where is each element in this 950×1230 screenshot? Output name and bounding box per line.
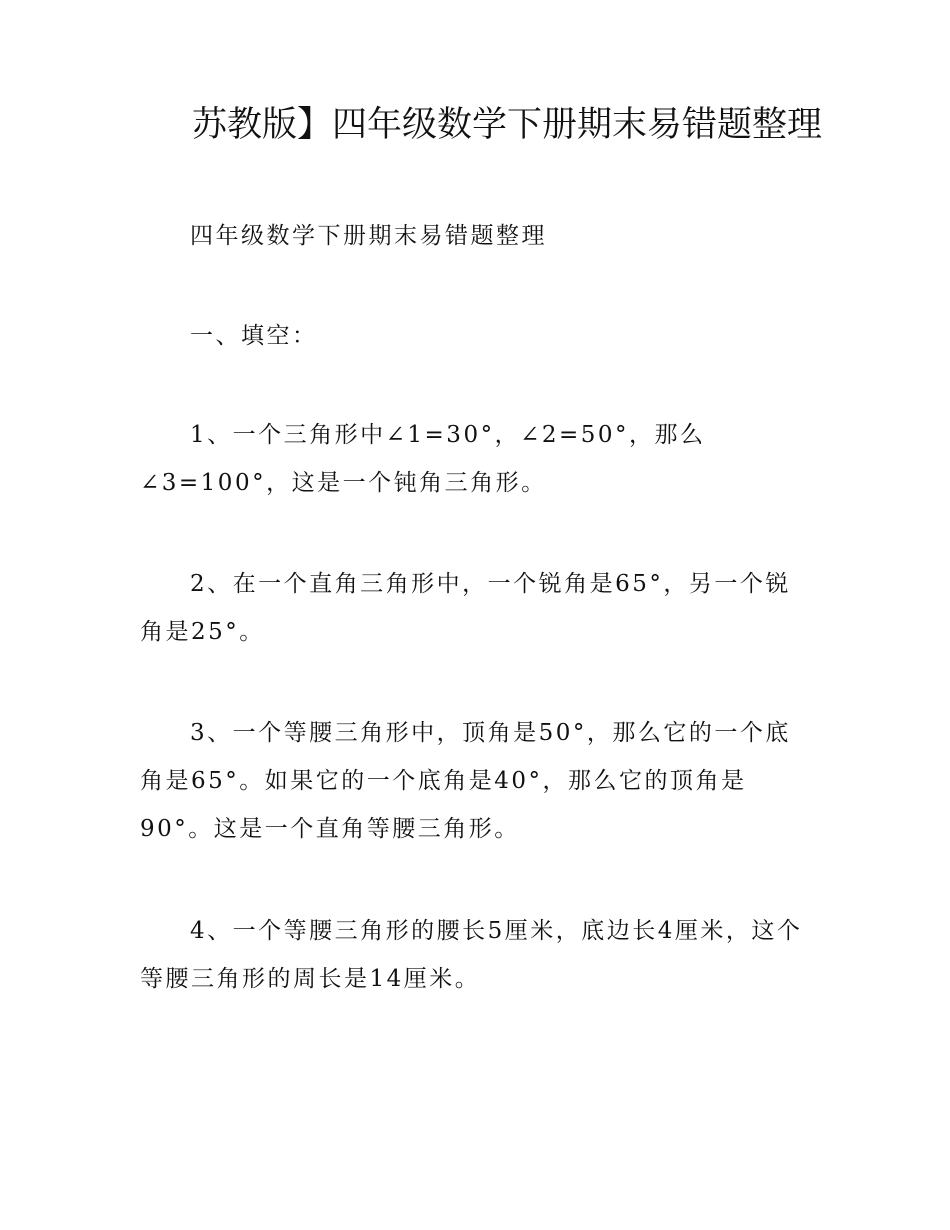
document-title: 苏教版】四年级数学下册期末易错题整理 (192, 105, 823, 145)
question-2: 2、在一个直角三角形中，一个锐角是65°，另一个锐角是25°。 (140, 571, 791, 645)
document-subtitle: 四年级数学下册期末易错题整理 (190, 223, 547, 249)
question-4: 4、一个等腰三角形的腰长5厘米，底边长4厘米，这个等腰三角形的周长是14厘米。 (140, 918, 803, 992)
question-1: 1、一个三角形中∠1=30°，∠2=50°，那么∠3=100°，这是一个钝角三角形。 (140, 422, 706, 496)
section-heading: 一、填空： (190, 323, 318, 349)
question-3: 3、一个等腰三角形中，顶角是50°，那么它的一个底角是65°。如果它的一个底角是40°，那么它的顶角是90°。这是一个直角等腰三角形。 (140, 720, 791, 842)
